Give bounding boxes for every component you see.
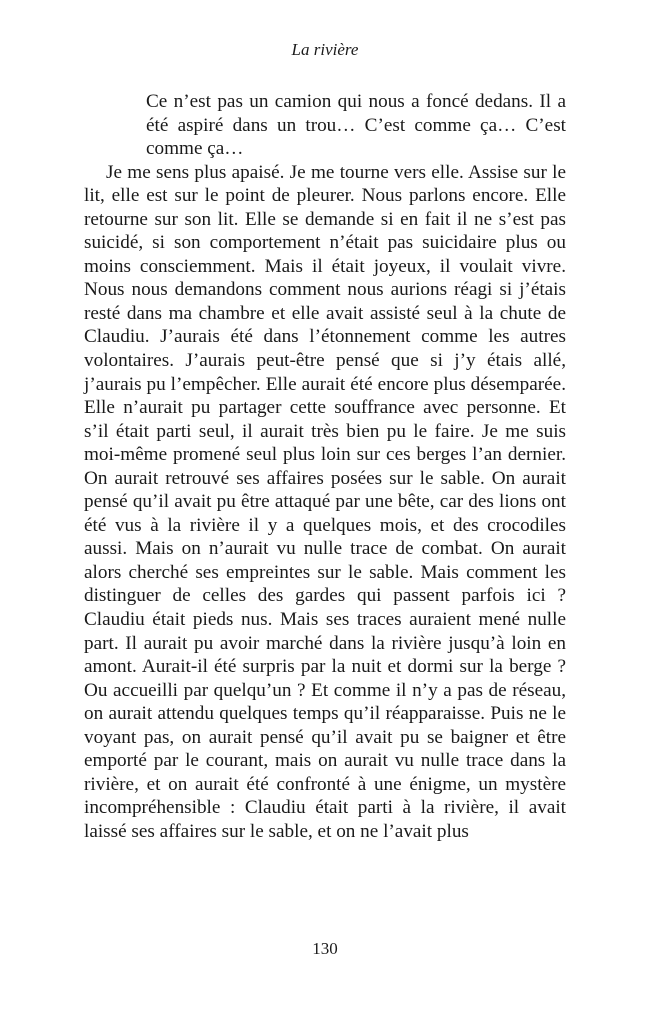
running-title: La rivière [291,40,359,59]
page-body [84,90,566,844]
body-paragraph: Je me sens plus apaisé. Je me tourne vers elle. Assise sur le lit, elle est sur le point de pleurer. Nous parlons encore. Elle retourne sur son lit. Elle se demande si en fait il ne s’est pas suicidé, si son comportement n’était pas suicidaire plus ou moins consciemment. Mais il était joyeux, il voulait vivre. Nous nous demandons comment nous aurions réagi si j’étais resté dans ma chambre et elle avait assisté seul à la chute de Claudiu. J’aurais été dans l’étonnement comme les autres volontaires. J’aurais peut-être pensé que si j’y étais allé, j’aurais pu l’empêcher. Elle aurait été encore plus désemparée. Elle n’aurait pu partager cette souffrance avec personne. Et s’il était parti seul, il aurait très bien pu le faire. Je me suis moi-même promené seul plus loin sur ces berges l’an dernier. On aurait retrouvé ses affaires posées sur le sable. On aurait pensé qu’il avait pu être attaqué par une bête, car des lions ont été vus à la rivière il y a quelques mois, et des crocodiles aussi. Mais on n’aurait vu nulle trace de combat. On aurait alors cherché ses empreintes sur le sable. Mais comment les distinguer de celles des gardes qui passent parfois ici ? Claudiu était pieds nus. Mais ses traces auraient mené nulle part. Il aurait pu avoir marché dans la rivière jusqu’à loin en amont. Aurait-il été surpris par la nuit et dormi sur la berge ? Ou accueilli par quelqu’un ? Et comme il n’y a pas de réseau, on aurait attendu quelques temps qu’il réapparaisse. Puis ne le voyant pas, on aurait pensé qu’il avait pu se baigner et être emporté par le courant, mais on aurait vu nulle trace dans la rivière, et on aurait été confronté à une énigme, un mystère incompréhensible : Claudiu était parti à la rivière, il avait laissé ses affaires sur le sable, et on ne l’avait plus [84,161,566,842]
indented-quote: Ce n’est pas un camion qui nous a foncé dedans. Il a été aspiré dans un trou… C’est comme ça… C’est comme ça… [146,91,566,160]
page-number: 130 [312,939,338,958]
